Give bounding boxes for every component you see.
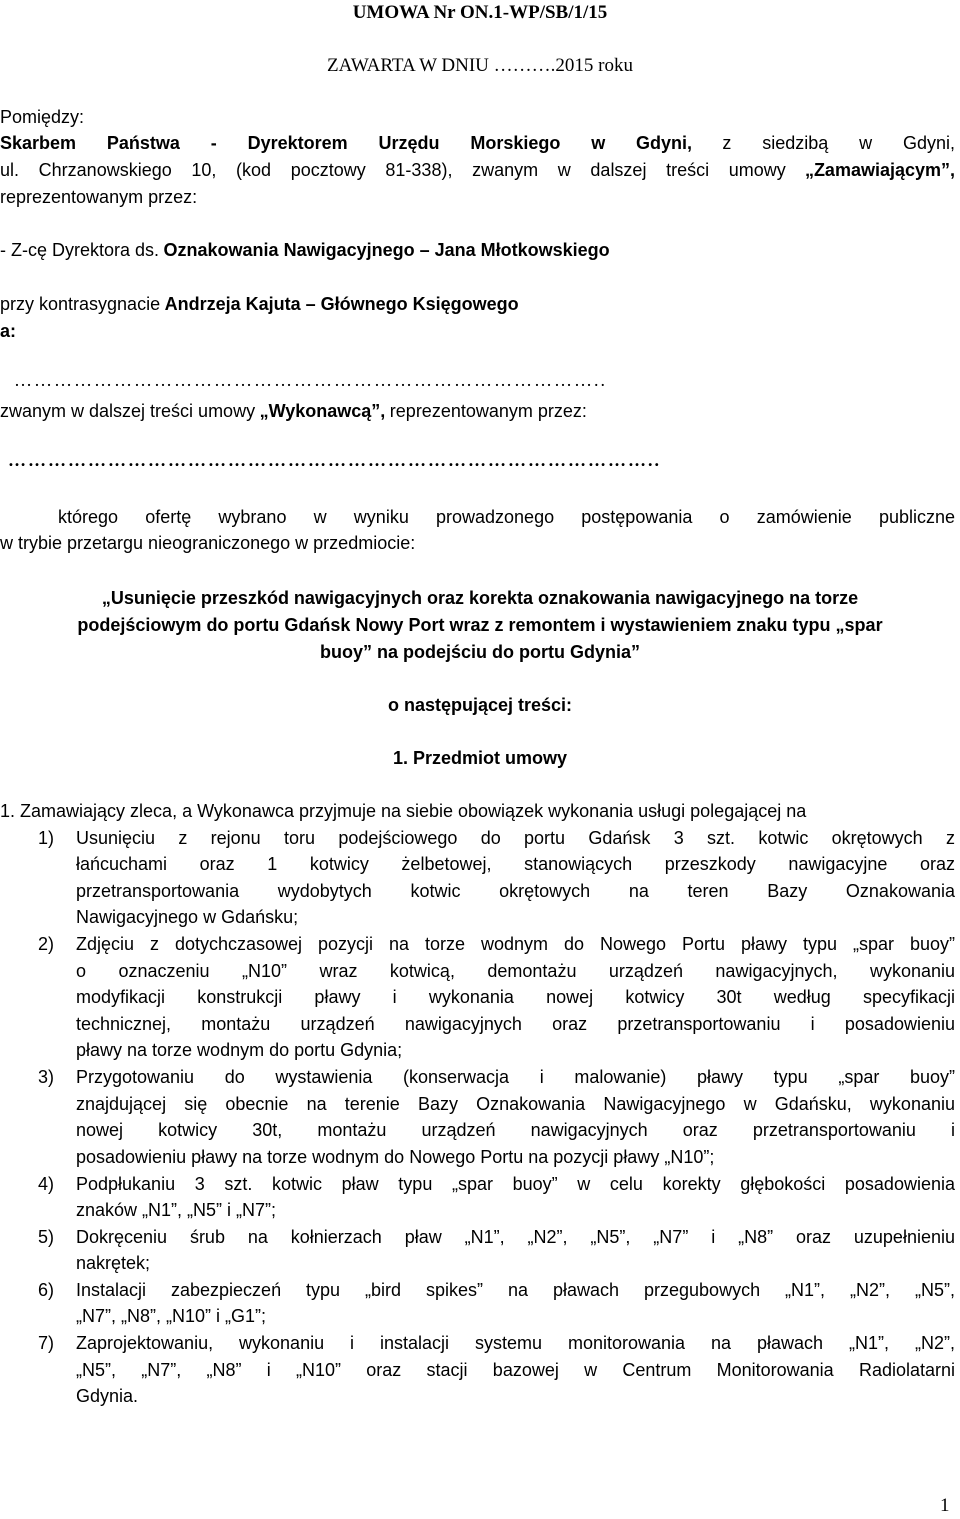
page-number: 1 — [940, 1495, 950, 1516]
item-text-line: przetransportowania wydobytych kotwic okrętowych na teren Bazy Oznakowania — [76, 881, 955, 901]
item-text-line: znaków „N1”, „N5” i „N7”; — [76, 1200, 277, 1220]
contractor-label: zwanym w dalszej treści umowy — [0, 401, 256, 421]
item-text-line: Instalacji zabezpieczeń typu „bird spikes” na pławach przegubowych „N1”, „N2”, „N5”, — [76, 1280, 955, 1300]
item-text-line: „N5”, „N7”, „N8” i „N10” oraz stacji bazowej w Centrum Monitorowania Radiolatarni — [76, 1360, 955, 1380]
party1-line1 — [0, 133, 955, 154]
party1-seat: z siedzibą w Gdyni, — [722, 133, 955, 153]
item-text-line: pławy na torze wodnym do portu Gdynia; — [76, 1040, 403, 1060]
party1-role: „Zamawiającym”, — [804, 160, 956, 180]
item-text-line: Dokręceniu śrub na kołnierzach pław „N1”, „N2”, „N5”, „N7” i „N8” oraz uzupełnieniu — [76, 1227, 955, 1247]
contractor-line — [0, 401, 587, 422]
countersign-name: Andrzeja Kajuta – Głównego Księgowego — [164, 294, 519, 314]
contractor-role: „Wykonawcą”, — [259, 401, 386, 421]
countersign-line — [0, 294, 519, 315]
party1-line2 — [0, 160, 955, 181]
and-label: a: — [0, 321, 17, 341]
subject-line1: „Usunięcie przeszkód nawigacyjnych oraz korekta oznakowania nawigacyjnego na torze — [101, 588, 859, 608]
item-number: 2) — [38, 934, 55, 954]
item-number: 3) — [38, 1067, 55, 1087]
countersign-label: przy kontrasygnacie — [0, 294, 161, 314]
item-text-line: nakrętek; — [76, 1253, 151, 1273]
item-text-line: Przygotowaniu do wystawienia (konserwacja i malowanie) pławy typu „spar buoy” — [76, 1067, 955, 1087]
item-text-line: „N7”, „N8”, „N10” i „G1”; — [76, 1306, 267, 1326]
contract-title: UMOWA Nr ON.1-WP/SB/1/15 — [352, 2, 608, 23]
subject-line2: podejściowym do portu Gdańsk Nowy Port wraz z remontem i wystawieniem znaku typu „spar — [77, 615, 883, 635]
item-text-line: Podpłukaniu 3 szt. kotwic pław typu „spar buoy” w celu korekty głębokości posadowienia — [76, 1174, 955, 1194]
subject-line3: buoy” na podejściu do portu Gdynia” — [319, 642, 640, 662]
item-number: 1) — [38, 828, 55, 848]
intro-line1: którego ofertę wybrano w wyniku prowadzonego postępowania o zamówienie publiczne — [58, 507, 955, 527]
contractor-represented: reprezentowanym przez: — [389, 401, 587, 421]
item-text-line: Zaprojektowaniu, wykonaniu i instalacji systemu monitorowania na pławach „N1”, „N2”, — [76, 1333, 955, 1353]
item-text-line: Usunięciu z rejonu toru podejściowego do portu Gdańsk 3 szt. kotwic okrętowych z — [76, 828, 955, 848]
representative-1-role: - Z-cę Dyrektora ds. — [0, 240, 160, 260]
item-text-line: technicznej, montażu urządzeń nawigacyjnych oraz przetransportowaniu i posadowieniu — [76, 1014, 955, 1034]
clause1-line: 1. Zamawiający zleca, a Wykonawca przyjmuje na siebie obowiązek wykonania usługi polegającej na — [0, 801, 807, 821]
representative-1-name: Oznakowania Nawigacyjnego – Jana Młotkowskiego — [163, 240, 610, 260]
contractor-rep-placeholder: …………………………………………………………………………………….. — [8, 450, 661, 470]
item-text-line: Gdynia. — [76, 1386, 139, 1406]
item-text-line: Zdjęciu z dotychczasowej pozycji na torze wodnym do Nowego Portu pławy typu „spar buoy” — [76, 934, 955, 954]
party1-represented: reprezentowanym przez: — [0, 187, 198, 207]
item-number: 6) — [38, 1280, 55, 1300]
item-number: 5) — [38, 1227, 55, 1247]
following-content: o następującej treści: — [387, 695, 573, 715]
item-text-line: łańcuchami oraz 1 kotwicy żelbetowej, stanowiących przeszkody nawigacyjne oraz — [76, 854, 955, 874]
representative-1 — [0, 240, 610, 261]
contract-date-line: ZAWARTA W DNIU ……….2015 roku — [327, 55, 633, 76]
item-text-line: o oznaczeniu „N10” wraz kotwicą, demontażu urządzeń nawigacyjnych, wykonaniu — [76, 961, 955, 981]
item-text-line: nowej kotwicy 30t, montażu urządzeń nawigacyjnych oraz przetransportowaniu i — [76, 1120, 955, 1140]
item-text-line: posadowieniu pławy na torze wodnym do Nowego Portu na pozycji pławy „N10”; — [76, 1147, 715, 1167]
contractor-name-placeholder: …………………………………………………………………………….. — [14, 370, 607, 390]
intro-line2: w trybie przetargu nieograniczonego w przedmiocie: — [0, 533, 416, 553]
section1-heading: 1. Przedmiot umowy — [392, 748, 568, 768]
party1-name: Skarbem Państwa - Dyrektorem Urzędu Morskiego w Gdyni, — [0, 133, 693, 153]
item-text-line: modyfikacji konstrukcji pławy i wykonania nowej kotwicy 30t według specyfikacji — [76, 987, 955, 1007]
item-text-line: znajdującej się obecnie na terenie Bazy Oznakowania Nawigacyjnego w Gdańsku, wykonaniu — [76, 1094, 955, 1114]
between-label: Pomiędzy: — [0, 107, 85, 127]
item-number: 7) — [38, 1333, 55, 1353]
item-number: 4) — [38, 1174, 55, 1194]
item-text-line: Nawigacyjnego w Gdańsku; — [76, 907, 299, 927]
party1-address: ul. Chrzanowskiego 10, (kod pocztowy 81-338), zwanym w dalszej treści umowy — [0, 160, 786, 180]
